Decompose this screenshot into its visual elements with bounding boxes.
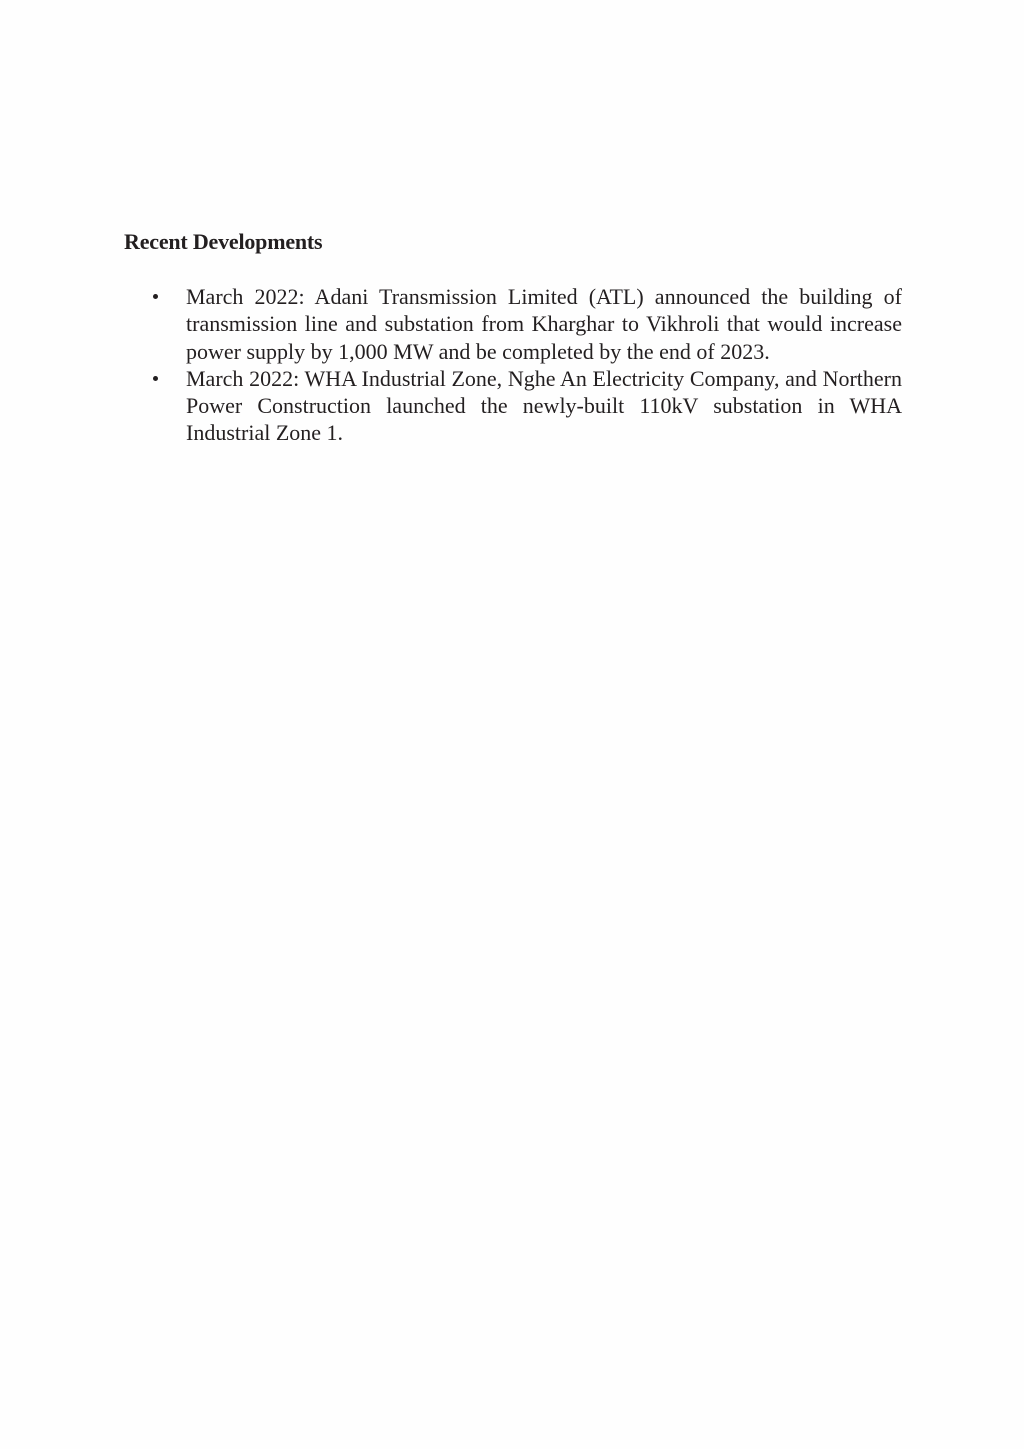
list-item (186, 365, 902, 447)
bullet-list (186, 283, 902, 447)
bullet-icon (153, 294, 158, 299)
list-item-text: March 2022: WHA Industrial Zone, Nghe An Electricity Company, and Northern Power Construction launched the newly-built 110kV substation in WHA Industrial Zone 1. (186, 365, 902, 446)
bullet-icon (153, 376, 158, 381)
section-heading: Recent Developments (124, 229, 323, 254)
list-item-text: March 2022: Adani Transmission Limited (ATL) announced the building of transmission line and substation from Kharghar to Vikhroli that would increase power supply by 1,000 MW and be completed by the end of 2023. (186, 284, 902, 364)
list-item (186, 283, 902, 365)
